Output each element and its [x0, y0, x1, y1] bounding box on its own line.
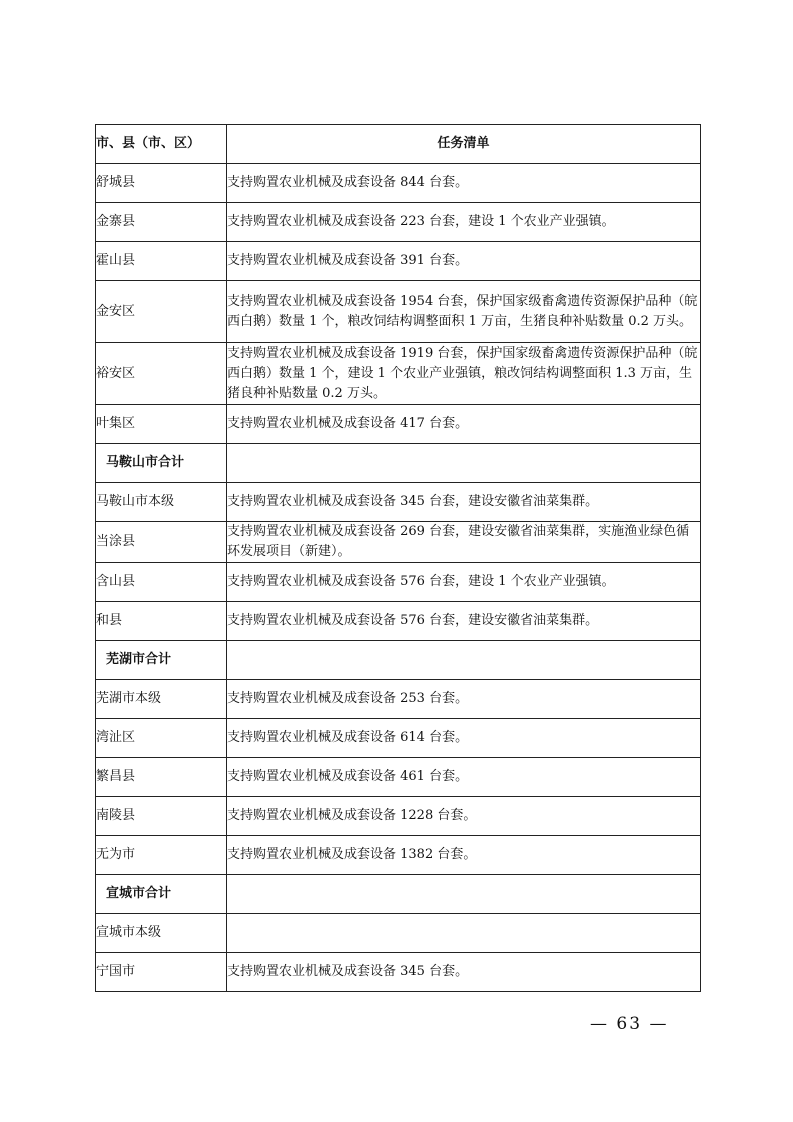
table-row	[96, 483, 701, 522]
table-row	[96, 343, 701, 405]
region-subtotal-cell: 宣城市合计	[96, 875, 227, 914]
table-row	[96, 953, 701, 992]
task-cell: 支持购置农业机械及成套设备 614 台套。	[227, 719, 701, 758]
region-name-cell: 霍山县	[96, 242, 227, 281]
task-cell: 支持购置农业机械及成套设备 345 台套，建设安徽省油菜集群。	[227, 483, 701, 522]
table-row	[96, 405, 701, 444]
task-cell: 支持购置农业机械及成套设备 1954 台套，保护国家级畜禽遗传资源保护品种（皖西白鹅）数量 1 个，粮改饲结构调整面积 1 万亩，生猪良种补贴数量 0.2 万头。	[227, 281, 701, 343]
task-cell: 支持购置农业机械及成套设备 1228 台套。	[227, 797, 701, 836]
table-header-row	[96, 125, 701, 164]
table-row	[96, 563, 701, 602]
table-row	[96, 164, 701, 203]
region-subtotal-cell: 马鞍山市合计	[96, 444, 227, 483]
region-name-cell: 和县	[96, 602, 227, 641]
page-number: — 63 —	[590, 1014, 669, 1034]
region-subtotal-cell: 芜湖市合计	[96, 641, 227, 680]
task-cell: 支持购置农业机械及成套设备 844 台套。	[227, 164, 701, 203]
table-row	[96, 797, 701, 836]
task-cell: 支持购置农业机械及成套设备 576 台套，建设安徽省油菜集群。	[227, 602, 701, 641]
region-name-cell: 金寨县	[96, 203, 227, 242]
task-cell	[227, 914, 701, 953]
region-name-cell: 宁国市	[96, 953, 227, 992]
task-cell: 支持购置农业机械及成套设备 1919 台套，保护国家级畜禽遗传资源保护品种（皖西白鹅）数量 1 个，建设 1 个农业产业强镇，粮改饲结构调整面积 1.3 万亩，生猪良种补贴数量 0.2 万头。	[227, 343, 701, 405]
task-cell: 支持购置农业机械及成套设备 345 台套。	[227, 953, 701, 992]
table-row	[96, 203, 701, 242]
task-cell: 支持购置农业机械及成套设备 253 台套。	[227, 680, 701, 719]
region-name-cell: 宣城市本级	[96, 914, 227, 953]
table-row	[96, 836, 701, 875]
table-body	[96, 164, 701, 992]
region-name-cell: 繁昌县	[96, 758, 227, 797]
region-name-cell: 芜湖市本级	[96, 680, 227, 719]
region-name-cell: 当涂县	[96, 522, 227, 563]
table-row	[96, 281, 701, 343]
table-row	[96, 522, 701, 563]
region-name-cell: 裕安区	[96, 343, 227, 405]
table-row	[96, 680, 701, 719]
task-cell: 支持购置农业机械及成套设备 576 台套，建设 1 个农业产业强镇。	[227, 563, 701, 602]
table-row	[96, 719, 701, 758]
table-row	[96, 641, 701, 680]
region-name-cell: 马鞍山市本级	[96, 483, 227, 522]
region-name-cell: 金安区	[96, 281, 227, 343]
table-row	[96, 758, 701, 797]
table-row	[96, 875, 701, 914]
column-header-region: 市、县（市、区）	[96, 125, 227, 164]
region-name-cell: 湾沚区	[96, 719, 227, 758]
column-header-task-list: 任务清单	[227, 125, 701, 164]
task-cell	[227, 444, 701, 483]
task-cell: 支持购置农业机械及成套设备 223 台套，建设 1 个农业产业强镇。	[227, 203, 701, 242]
region-name-cell: 无为市	[96, 836, 227, 875]
task-cell: 支持购置农业机械及成套设备 1382 台套。	[227, 836, 701, 875]
task-cell	[227, 641, 701, 680]
region-name-cell: 南陵县	[96, 797, 227, 836]
task-cell: 支持购置农业机械及成套设备 417 台套。	[227, 405, 701, 444]
table-row	[96, 242, 701, 281]
region-name-cell: 含山县	[96, 563, 227, 602]
task-cell: 支持购置农业机械及成套设备 269 台套，建设安徽省油菜集群，实施渔业绿色循环发展项目（新建）。	[227, 522, 701, 563]
table-row	[96, 444, 701, 483]
region-name-cell: 叶集区	[96, 405, 227, 444]
region-name-cell: 舒城县	[96, 164, 227, 203]
table-row	[96, 602, 701, 641]
task-cell	[227, 875, 701, 914]
task-table	[95, 124, 701, 992]
task-cell: 支持购置农业机械及成套设备 391 台套。	[227, 242, 701, 281]
task-cell: 支持购置农业机械及成套设备 461 台套。	[227, 758, 701, 797]
table-row	[96, 914, 701, 953]
